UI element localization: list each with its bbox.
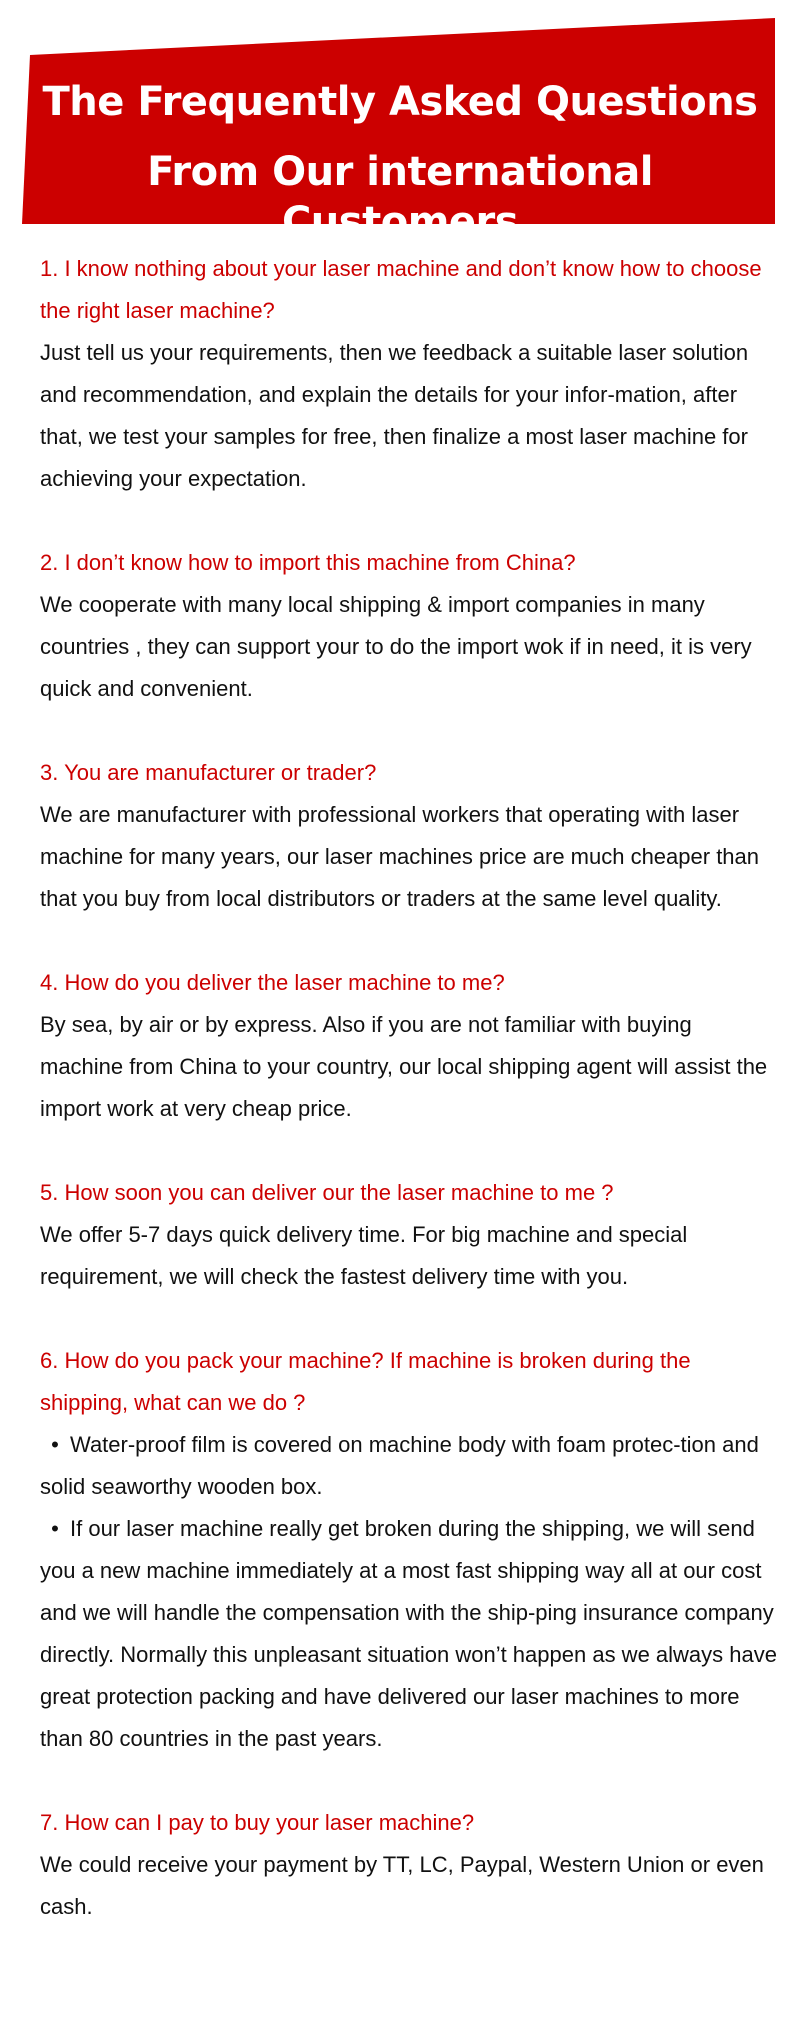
bullet-icon: • xyxy=(51,1516,59,1541)
faq-answer: We cooperate with many local shipping & import companies in many countries , they can support your to do the import wok if in need, it is very quick and convenient. xyxy=(40,592,752,701)
faq-item-6 xyxy=(40,1340,780,1760)
faq-question: 7. How can I pay to buy your laser machine? xyxy=(40,1810,475,1835)
faq-bullet-text: Water-proof film is covered on machine body with foam protec-tion and solid seaworthy wooden box. xyxy=(40,1432,759,1499)
faq-question: 2. I don’t know how to import this machine from China? xyxy=(40,550,576,575)
faq-list xyxy=(40,248,780,1970)
faq-answer: We offer 5-7 days quick delivery time. For big machine and special requirement, we will check the fastest delivery time with you. xyxy=(40,1222,688,1289)
faq-question: 6. How do you pack your machine? If machine is broken during the shipping, what can we do ? xyxy=(40,1348,691,1415)
faq-item-5 xyxy=(40,1172,780,1298)
faq-item-3 xyxy=(40,752,780,920)
faq-bullet xyxy=(40,1424,780,1508)
faq-item-2 xyxy=(40,542,780,710)
faq-answer: Just tell us your requirements, then we feedback a suitable laser solution and recommendation, and explain the details for your infor-mation, after that, we test your samples for free, then finalize a most laser machine for achieving your expectation. xyxy=(40,340,749,491)
faq-item-4 xyxy=(40,962,780,1130)
faq-bullet xyxy=(40,1508,780,1760)
faq-answer: By sea, by air or by express. Also if you are not familiar with buying machine from China to your country, our local shipping agent will assist the import work at very cheap price. xyxy=(40,1012,768,1121)
faq-item-1 xyxy=(40,248,780,500)
faq-question: 3. You are manufacturer or trader? xyxy=(40,760,377,785)
faq-question: 5. How soon you can deliver our the laser machine to me ? xyxy=(40,1180,614,1205)
banner-title-line2: From Our international Customers xyxy=(147,149,653,245)
banner-title-line1: The Frequently Asked Questions xyxy=(42,79,758,125)
faq-item-7 xyxy=(40,1802,780,1928)
faq-question: 1. I know nothing about your laser machine and don’t know how to choose the right laser machine? xyxy=(40,256,762,323)
bullet-icon: • xyxy=(51,1432,59,1457)
faq-question: 4. How do you deliver the laser machine to me? xyxy=(40,970,505,995)
faq-answer: We could receive your payment by TT, LC, Paypal, Western Union or even cash. xyxy=(40,1852,764,1919)
header-banner xyxy=(0,0,800,245)
faq-bullet-text: If our laser machine really get broken during the shipping, we will send you a new machine immediately at a most fast shipping way all at our cost and we will handle the compensation with the ship-ping insurance company directly. Normally this unpleasant situation won’t happen as we always have great protection packing and have delivered our laser machines to more than 80 countries in the past years. xyxy=(40,1516,777,1751)
faq-answer: We are manufacturer with professional workers that operating with laser machine for many years, our laser machines price are much cheaper than that you buy from local distributors or traders at the same level quality. xyxy=(40,802,760,911)
